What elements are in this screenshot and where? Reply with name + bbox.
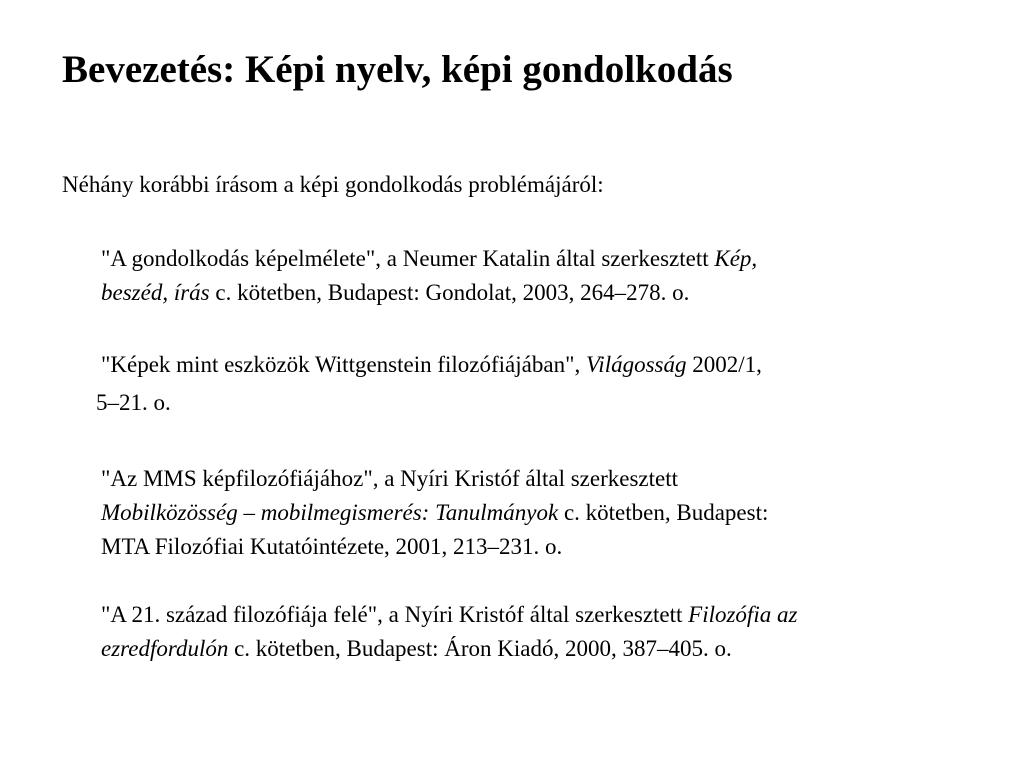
reference-1-line-1 xyxy=(101,242,981,276)
slide-title: Bevezetés: Képi nyelv, képi gondolkodás xyxy=(62,48,733,91)
reference-2-issue: 2002/1, xyxy=(686,352,762,377)
reference-3-line-2 xyxy=(101,496,981,530)
reference-1-book-title-b: beszéd, írás xyxy=(101,280,210,305)
reference-3-line-3: MTA Filozófiai Kutatóintézete, 2001, 213–231. o. xyxy=(101,534,563,559)
reference-2-pages: 5–21. o. xyxy=(96,390,171,415)
reference-2-text-a: "Képek mint eszközök Wittgenstein filozófiájában", xyxy=(101,352,586,377)
reference-2-line-1 xyxy=(101,348,981,382)
reference-4-line-2 xyxy=(101,632,981,666)
reference-3-text-b: c. kötetben, Budapest: xyxy=(558,500,769,525)
intro-text: Néhány korábbi írásom a képi gondolkodás problémájáról: xyxy=(62,172,604,197)
reference-2 xyxy=(101,348,981,382)
reference-1-book-title-a: Kép, xyxy=(714,246,758,271)
reference-3-line-1: "Az MMS képfilozófiájához", a Nyíri Kristóf által szerkesztett xyxy=(101,466,678,491)
reference-4-line-1 xyxy=(101,598,981,632)
reference-3 xyxy=(101,462,981,564)
reference-4 xyxy=(101,598,981,666)
reference-1-line-2 xyxy=(101,276,981,310)
reference-1-text-a: "A gondolkodás képelmélete", a Neumer Katalin által szerkesztett xyxy=(101,246,715,271)
reference-1 xyxy=(101,242,981,310)
reference-4-book-title-b: ezredfordulón xyxy=(101,636,229,661)
reference-1-text-b: c. kötetben, Budapest: Gondolat, 2003, 264–278. o. xyxy=(209,280,690,305)
reference-4-text-b: c. kötetben, Budapest: Áron Kiadó, 2000, 387–405. o. xyxy=(228,636,732,661)
reference-3-book-title: Mobilközösség – mobilmegismerés: Tanulmányok xyxy=(101,500,559,525)
reference-4-book-title-a: Filozófia az xyxy=(688,602,798,627)
reference-4-text-a: "A 21. század filozófiája felé", a Nyíri Kristóf által szerkesztett xyxy=(101,602,689,627)
reference-2-journal-title: Világosság xyxy=(585,352,687,377)
